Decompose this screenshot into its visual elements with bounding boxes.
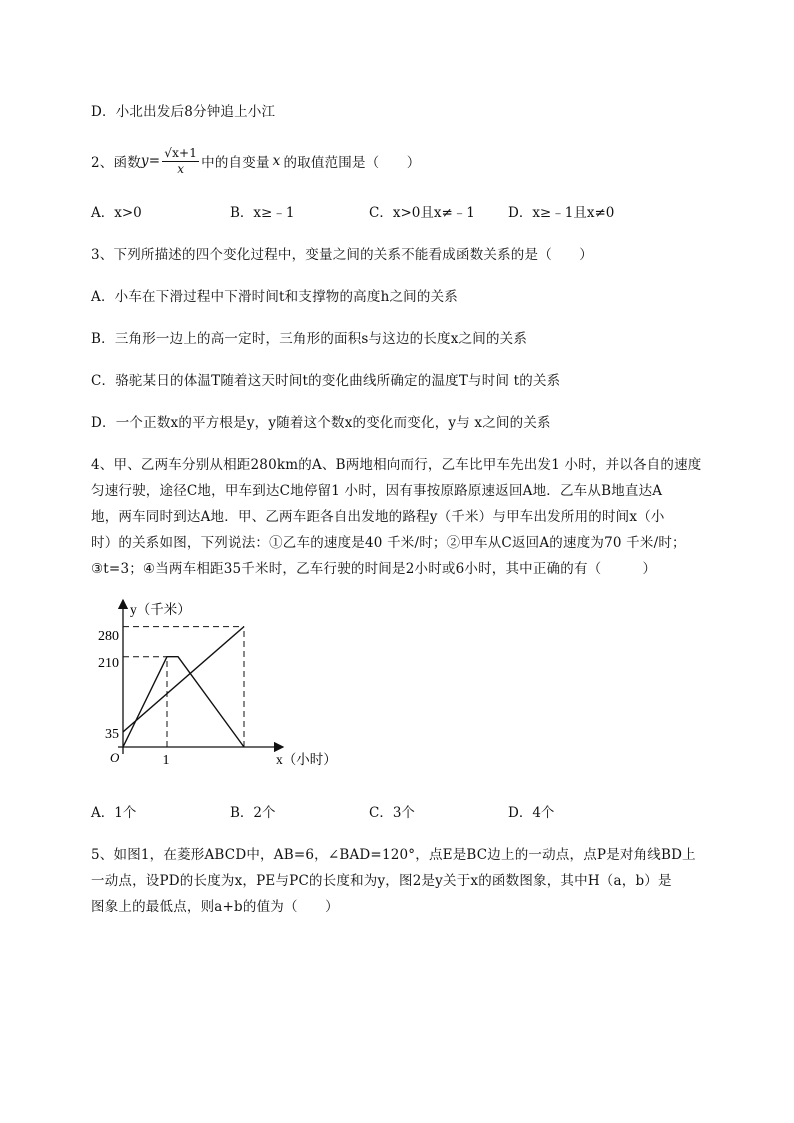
q1-option-d: D．小北出发后8分钟追上小江 (91, 104, 276, 120)
x-axis-label: x（小时） (276, 752, 337, 767)
q3-option-a: A．小车在下滑过程中下滑时间t和支撑物的高度h之间的关系 (91, 289, 458, 305)
q2-fraction (162, 146, 199, 176)
q2-eq: = (148, 153, 161, 169)
q2-prefix: 2、函数 (91, 155, 141, 171)
q5-stem-line-3: 图象上的最低点，则a+b的值为（ ） (91, 899, 339, 915)
q4-stem-line-3: 地，两车同时到达A地．甲、乙两车距各自出发地的路程y（千米）与甲车出发所用的时间x（小 (91, 509, 665, 525)
q4-graph (88, 592, 378, 782)
q2-denominator: x (177, 162, 185, 176)
q2-numerator: √x+1 (164, 146, 198, 160)
q4-stem-line-5: ③t=3；④当两车相距35千米时，乙车行驶的时间是2小时或6小时，其中正确的有（ ） (91, 561, 657, 577)
q2-x-var: x (272, 153, 281, 169)
q4-option-b: B．2个 (230, 805, 276, 821)
q5-stem-line-1: 5、如图1，在菱形ABCD中，AB=6，∠BAD=120°，点E是BC边上的一动点，点P是对角线BD上 (91, 847, 696, 863)
q4-stem-line-4: 时）的关系如图，下列说法：①乙车的速度是40 千米/时；②甲车从C返回A的速度为70 千米/时； (91, 535, 686, 551)
guide-lines (123, 627, 244, 747)
q2-stem (91, 146, 420, 176)
q5-stem-line-2: 一动点，设PD的长度为x，PE与PC的长度和为y，图2是y关于x的函数图象，其中H（a，b）是 (91, 873, 672, 889)
q3-stem: 3、下列所描述的四个变化过程中，变量之间的关系不能看成函数关系的是（ ） (91, 247, 593, 263)
q3-option-b: B．三角形一边上的高一定时，三角形的面积s与这边的长度x之间的关系 (91, 331, 528, 347)
y-tick-210: 210 (98, 656, 119, 671)
series-lines (123, 627, 244, 747)
q4-option-a: A．1个 (91, 805, 137, 821)
y-tick-35: 35 (105, 727, 119, 742)
q4-option-d: D．4个 (508, 805, 555, 821)
q2-suffix-a: 中的自变量 (201, 155, 270, 171)
y-axis-label: y（千米） (130, 602, 191, 617)
y-tick-280: 280 (98, 629, 119, 644)
q4-stem-line-2: 匀速行驶，途径C地，甲车到达C地停留1 小时，因有事按原路原速返回A地．乙车从B地直达A (91, 483, 663, 499)
q2-option-a: A．x>0 (91, 205, 142, 221)
series-line-1 (123, 627, 244, 732)
q2-option-d: D．x≥﹣1且x≠0 (508, 205, 615, 221)
q3-option-d: D．一个正数x的平方根是y，y随着这个数x的变化而变化，y与 x之间的关系 (91, 415, 551, 431)
q4-stem-line-1: 4、甲、乙两车分别从相距280km的A、B两地相向而行，乙车比甲车先出发1 小时，并以各自的速度 (91, 457, 702, 473)
q2-y-var: y (140, 153, 149, 169)
q2-option-c: C．x>0且x≠﹣1 (369, 205, 475, 221)
q2-suffix-b: 的取值范围是（ ） (283, 155, 421, 171)
q3-option-c: C．骆驼某日的体温T随着这天时间t的变化曲线所确定的温度T与时间 t的关系 (91, 373, 561, 389)
x-tick-1: 1 (162, 753, 170, 768)
origin-label: O (110, 750, 120, 765)
q4-option-c: C．3个 (369, 805, 415, 821)
q2-option-b: B．x≥﹣1 (230, 205, 295, 221)
series-line-0 (123, 657, 244, 747)
